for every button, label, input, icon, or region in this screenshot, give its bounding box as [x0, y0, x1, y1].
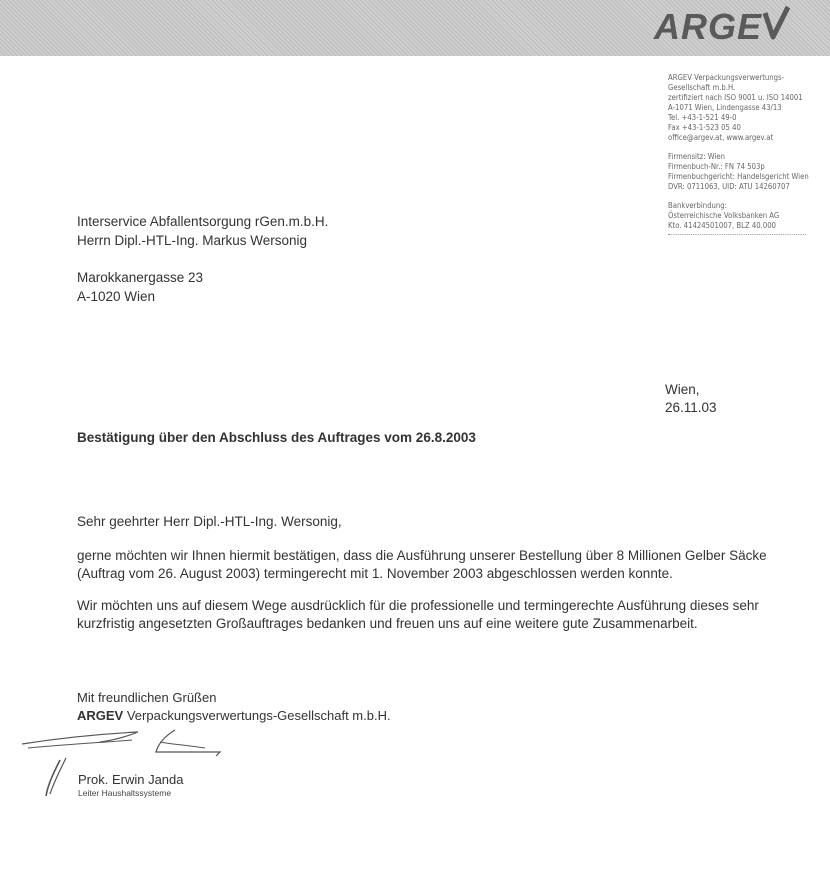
letter-closing — [77, 689, 391, 725]
recipient-address — [77, 212, 328, 306]
recipient-company: Interservice Abfallentsorgung rGen.m.b.H. — [77, 214, 329, 229]
letter-body — [77, 513, 777, 647]
closing-greeting: Mit freundlichen Grüßen — [77, 690, 217, 705]
company-line: Fax +43-1-523 05 40 — [668, 123, 741, 132]
recipient-city: A-1020 Wien — [77, 289, 156, 304]
company-line: Firmensitz: Wien — [668, 152, 726, 161]
company-line: DVR: 0711063, UID: ATU 14260707 — [668, 182, 790, 191]
company-line: Bankverbindung: — [668, 201, 728, 210]
company-line: office@argev.at, www.argev.at — [668, 133, 774, 142]
logo-text: ARGE — [653, 6, 762, 47]
company-line: Firmenbuchgericht: Handelsgericht Wien — [668, 172, 809, 181]
company-info — [668, 73, 808, 244]
divider — [668, 234, 806, 235]
closing-company-name: Verpackungsverwertungs-Gesellschaft m.b.H. — [123, 708, 391, 723]
company-line: Tel. +43-1-521 49-0 — [668, 113, 737, 122]
letter-subject: Bestätigung über den Abschluss des Auftrages vom 26.8.2003 — [77, 430, 476, 445]
company-bank — [668, 201, 808, 235]
recipient-street: Marokkanergasse 23 — [77, 270, 204, 285]
signer-name: Prok. Erwin Janda — [78, 772, 184, 787]
salutation: Sehr geehrter Herr Dipl.-HTL-Ing. Wersonig, — [77, 514, 342, 529]
company-line: Firmenbuch-Nr.: FN 74 503p — [668, 162, 765, 171]
company-contact — [668, 73, 808, 143]
argev-logo — [654, 2, 790, 52]
recipient-person: Herrn Dipl.-HTL-Ing. Markus Wersonig — [77, 233, 308, 248]
letter-date — [665, 381, 717, 417]
logo-check-icon — [762, 3, 790, 43]
signer-role: Leiter Haushaltssysteme — [78, 788, 172, 798]
company-line: Gesellschaft m.b.H. — [668, 83, 736, 92]
company-line: zertifiziert nach ISO 9001 u. ISO 14001 — [668, 93, 803, 102]
company-line: A-1071 Wien, Lindengasse 43/13 — [668, 103, 782, 112]
paragraph-confirmation: gerne möchten wir Ihnen hiermit bestätigen, dass die Ausführung unserer Bestellung über 8 Millionen Gelber Säcke (Auftrag vom 26. August 2003) termingerecht mit 1. November 2003 abgeschlossen werden konnte. — [77, 548, 767, 581]
company-registry — [668, 152, 808, 192]
date-place: Wien, — [665, 382, 700, 397]
signer-block — [78, 772, 184, 799]
paragraph-thanks: Wir möchten uns auf diesem Wege ausdrücklich für die professionelle und termingerechte Ausführung dieses sehr kurzfristig angesetzten Großauftrages bedanken und freuen uns auf eine weitere gute Zusammenarbeit. — [77, 598, 759, 631]
date-value: 26.11.03 — [665, 400, 717, 415]
company-line: Österreichische Volksbanken AG — [668, 211, 780, 220]
company-line: Kto. 41424501007, BLZ 40.000 — [668, 221, 777, 230]
closing-brand: ARGEV — [77, 708, 124, 723]
company-line: ARGEV Verpackungsverwertungs- — [668, 73, 785, 82]
